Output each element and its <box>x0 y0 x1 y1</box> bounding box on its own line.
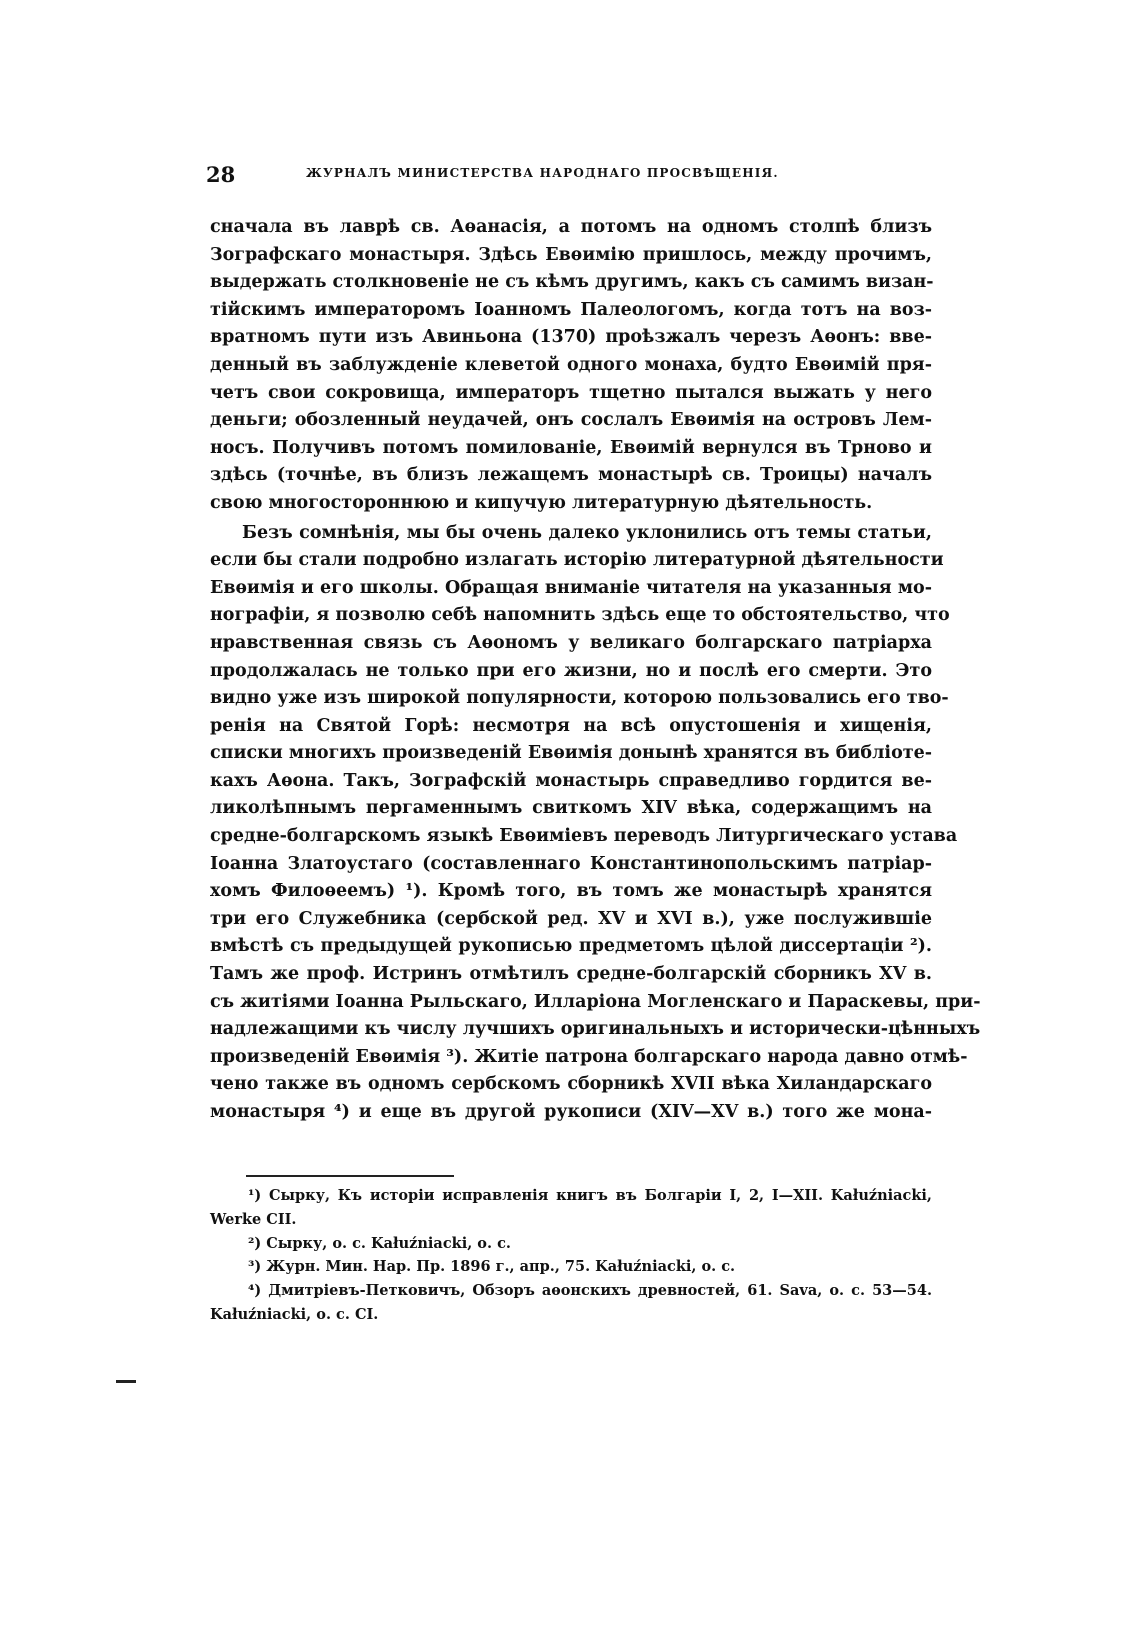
text-line: произведеній Евѳимія ³). Житіе патрона болгарскаго народа давно отмѣ- <box>210 1046 968 1067</box>
text-line: кахъ Аѳона. Такъ, Зографскій монастырь справедливо гордится ве- <box>210 770 932 791</box>
text-line: нравственная связь съ Аѳономъ у великаго болгарскаго патріарха <box>210 632 932 653</box>
footnote-1-continuation: Werke CII. <box>210 1210 297 1228</box>
text-line: Тамъ же проф. Истринъ отмѣтилъ средне-болгарскій сборникъ XV в. <box>210 964 932 985</box>
text-line: чено также въ одномъ сербскомъ сборникѣ XVII вѣка Хиландарскаго <box>210 1074 932 1095</box>
text-line: средне-болгарскомъ языкѣ Евѳиміевъ переводъ Литургическаго устава <box>210 826 958 847</box>
text-line: Евѳимія и его школы. Обращая вниманіе читателя на указанныя мо- <box>210 577 932 598</box>
text-line: Іоанна Златоустаго (составленнаго Константинопольскимъ патріар- <box>210 853 932 874</box>
text-line: выдержать столкновеніе не съ кѣмъ другимъ, какъ съ самимъ визан- <box>210 272 934 293</box>
text-line: здѣсь (точнѣе, въ близъ лежащемъ монастырѣ св. Троицы) началъ <box>210 465 932 486</box>
journal-title: ЖУРНАЛЪ МИНИСТЕРСТВА НАРОДНАГО ПРОСВѢЩЕНІЯ. <box>306 166 779 180</box>
text-line: вмѣстѣ съ предыдущей рукописью предметомъ цѣлой диссертаціи ²). <box>210 936 932 957</box>
text-line: съ житіями Іоанна Рыльскаго, Илларіона Могленскаго и Параскевы, при- <box>210 991 981 1012</box>
main-text <box>210 214 981 1127</box>
text-line: свою многостороннюю и кипучую литературную дѣятельность. <box>210 492 873 513</box>
text-line: тійскимъ императоромъ Іоанномъ Палеологомъ, когда тотъ на воз- <box>210 299 932 320</box>
text-line: списки многихъ произведеній Евѳимія донынѣ хранятся въ библіоте- <box>210 743 932 764</box>
text-line: нографіи, я позволю себѣ напомнить здѣсь еще то обстоятельство, что <box>210 605 950 626</box>
text-line: Зографскаго монастыря. Здѣсь Евѳимію пришлось, между прочимъ, <box>210 244 932 265</box>
text-line: ликолѣпнымъ пергаменнымъ свиткомъ XIV вѣка, содержащимъ на <box>210 798 932 819</box>
footnotes <box>210 1184 932 1327</box>
page-number: 28 <box>206 162 236 187</box>
text-line: вратномъ пути изъ Авиньона (1370) проѣзжалъ черезъ Аѳонъ: вве- <box>210 327 932 348</box>
footnote-4: ⁴) Дмитріевъ-Петковичъ, Обзоръ аѳонскихъ древностей, 61. Sava, о. с. 53—54. <box>248 1282 932 1300</box>
footnote-4-continuation: Kałuźniacki, о. с. CI. <box>210 1305 379 1323</box>
margin-mark <box>116 1380 136 1383</box>
text-line: если бы стали подробно излагать исторію литературной дѣятельности <box>210 550 944 571</box>
text-line: деньги; обозленный неудачей, онъ сослалъ Евѳимія на островъ Лем- <box>210 410 932 431</box>
footnote-3: ³) Журн. Мин. Нар. Пр. 1896 г., апр., 75. Kałuźniacki, о. с. <box>248 1258 736 1276</box>
text-line: надлежащими къ числу лучшихъ оригинальныхъ и исторически-цѣнныхъ <box>210 1019 981 1040</box>
footnote-2: ²) Сырку, о. с. Kałuźniacki, о. с. <box>248 1234 511 1252</box>
text-line: четъ свои сокровища, императоръ тщетно пытался выжать у него <box>210 382 932 403</box>
text-line: ренія на Святой Горѣ: несмотря на всѣ опустошенія и хищенія, <box>210 715 932 736</box>
text-line: Безъ сомнѣнія, мы бы очень далеко уклонились отъ темы статьи, <box>242 522 932 543</box>
text-line: денный въ заблужденіе клеветой одного монаха, будто Евѳимій пря- <box>210 354 932 375</box>
footnote-1: ¹) Сырку, Къ исторіи исправленія книгъ въ Болгаріи I, 2, I—XII. Kałuźniacki, <box>248 1187 932 1204</box>
text-line: сначала въ лаврѣ св. Аѳанасія, а потомъ на одномъ столпѣ близъ <box>210 217 932 237</box>
text-line: видно уже изъ широкой популярности, которою пользовались его тво- <box>210 688 949 709</box>
text-line: носъ. Получивъ потомъ помилованіе, Евѳимій вернулся въ Трново и <box>210 437 932 458</box>
text-line: монастыря ⁴) и еще въ другой рукописи (XIV—XV в.) того же мона- <box>210 1102 932 1122</box>
running-head <box>206 162 934 194</box>
text-line: продолжалась не только при его жизни, но и послѣ его смерти. Это <box>210 660 932 681</box>
text-line: хомъ Филоѳеемъ) ¹). Кромѣ того, въ томъ же монастырѣ хранятся <box>210 881 932 902</box>
footnote-rule <box>246 1175 454 1177</box>
text-line: три его Служебника (сербской ред. XV и XVI в.), уже послужившіе <box>210 908 932 929</box>
